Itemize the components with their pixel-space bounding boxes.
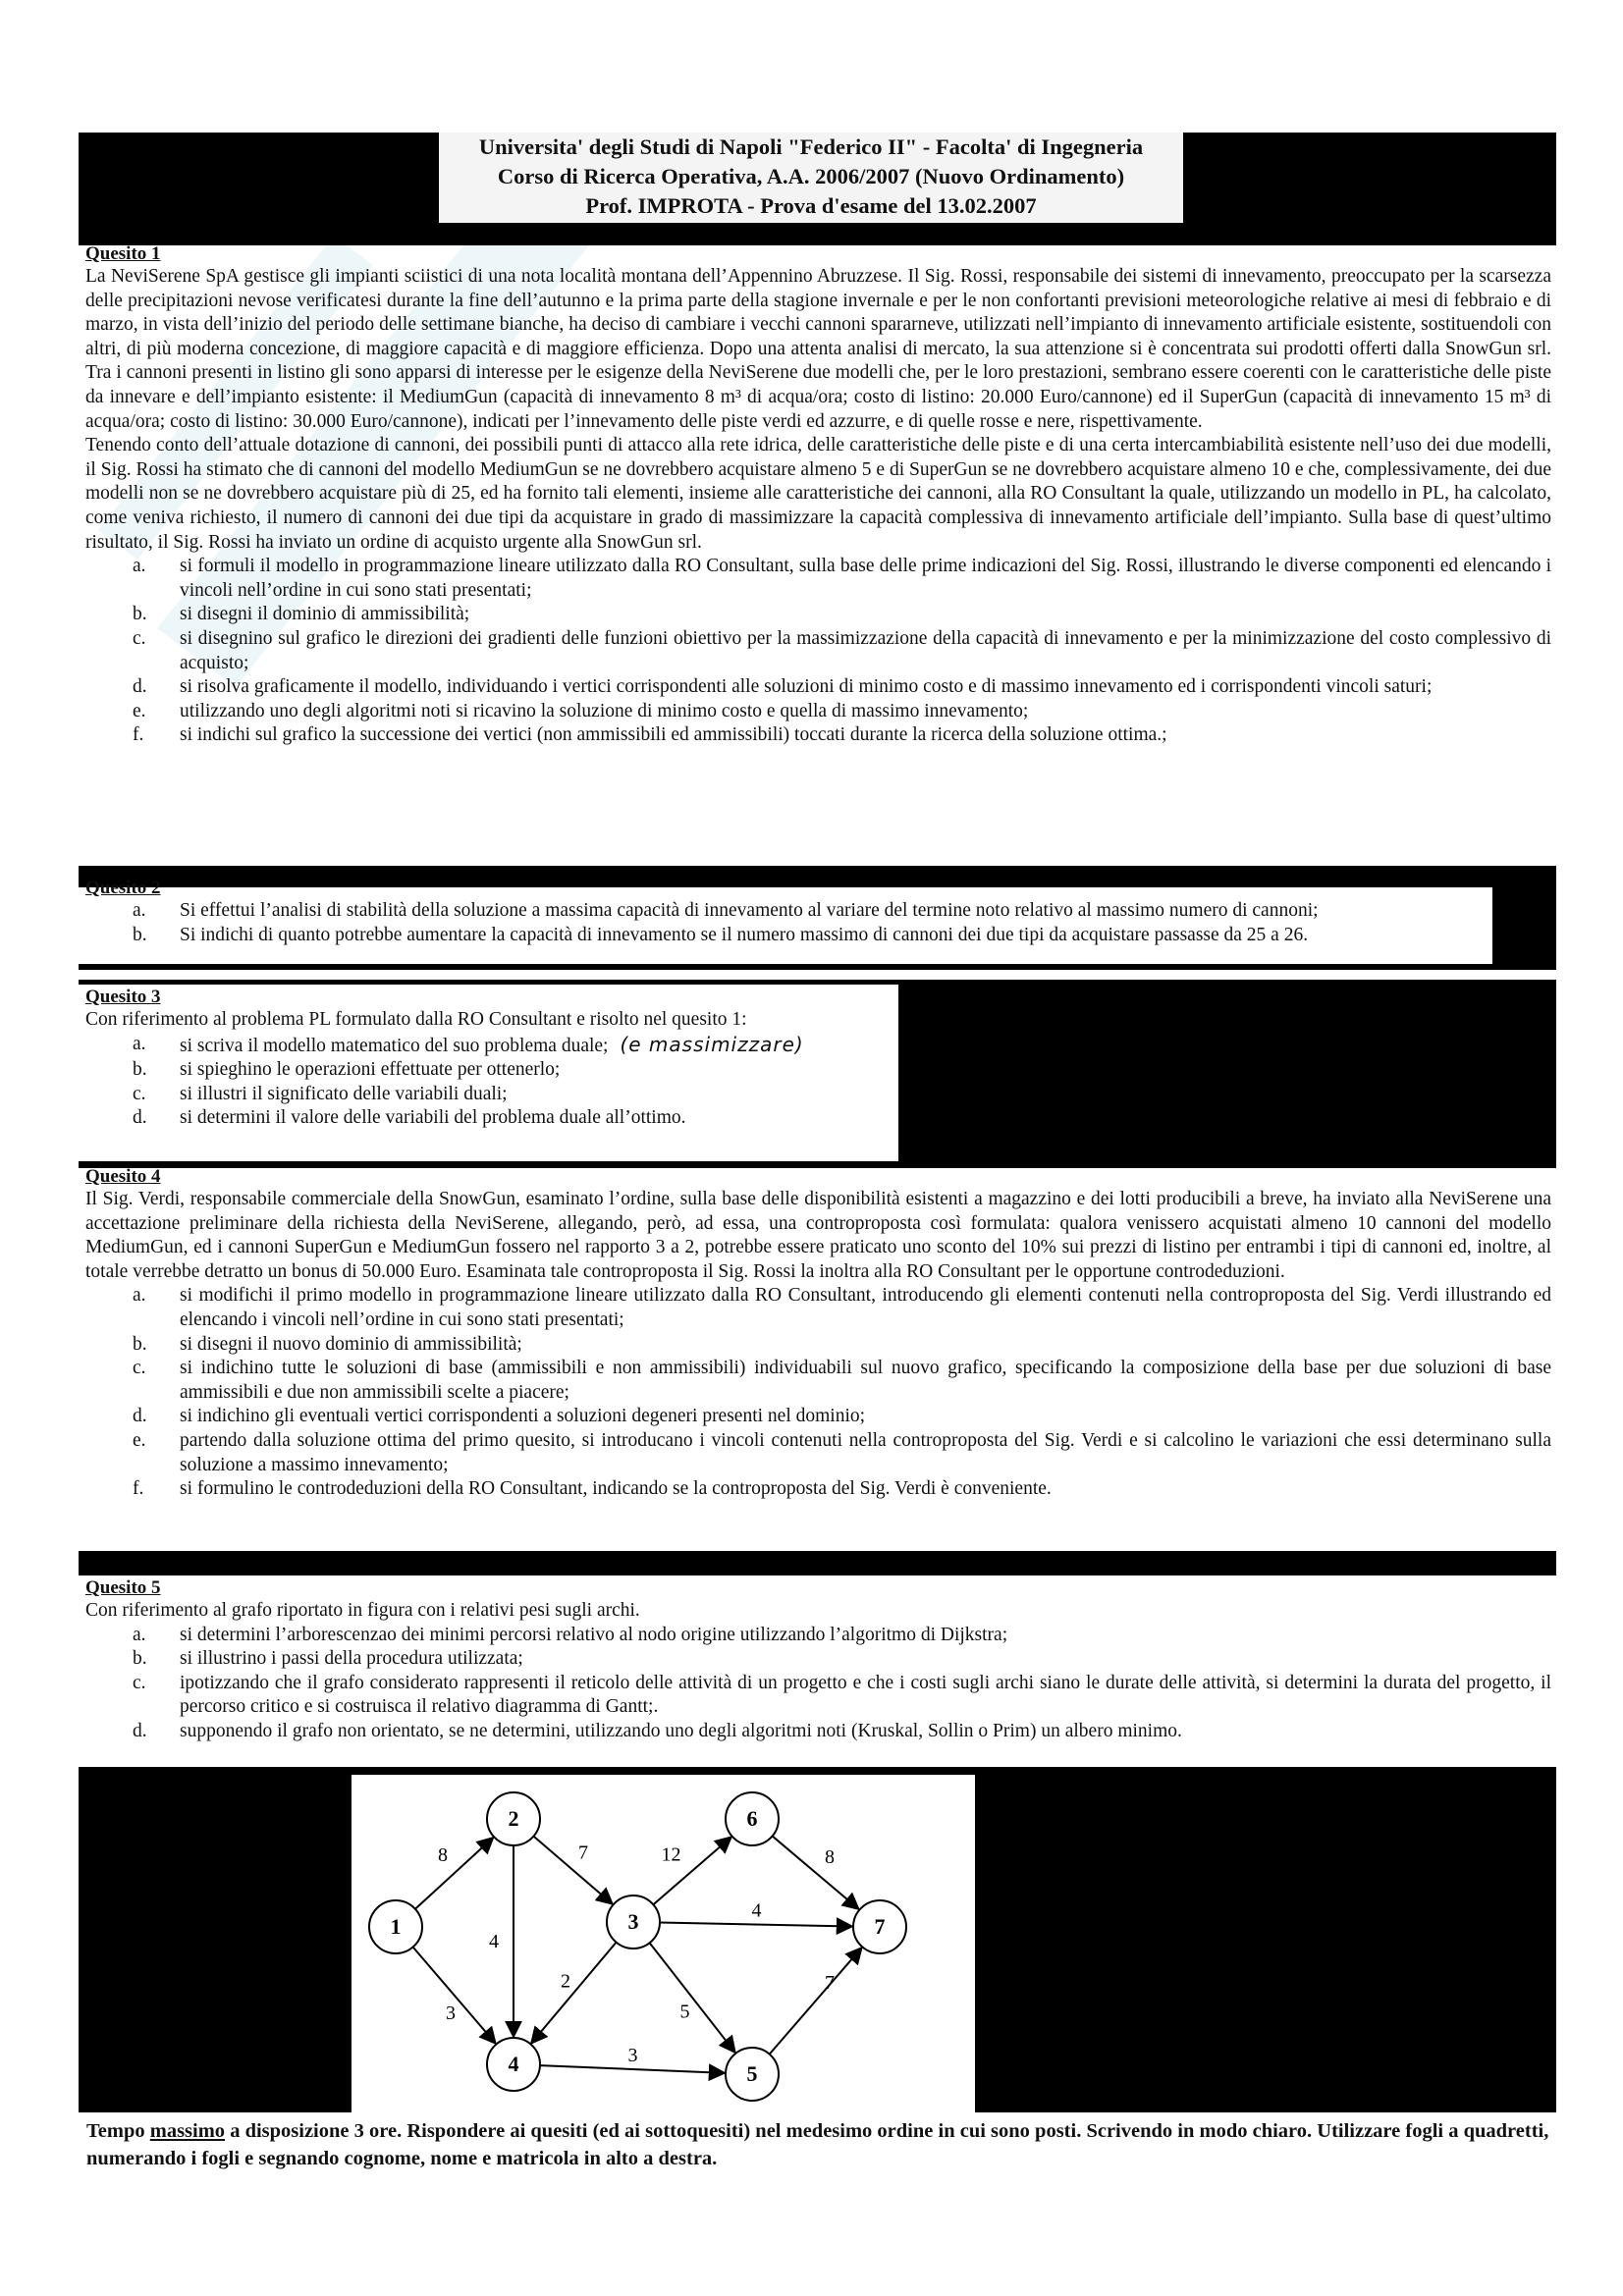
handwritten-note: (e massimizzare) [620, 1032, 804, 1056]
quesito-5 [85, 1577, 1551, 1744]
quesito-4-list [85, 1284, 1551, 1501]
quesito-1-body: La NeviSerene SpA gestisce gli impianti sciistici di una nota località montana dell’Appennino Abruzzese. Il Sig. Rossi, responsabile dei sistemi di innevamento, preoccupato per la scarsezza delle precipitazioni nevose verificatesi durante la fine dell’autunno e la prima parte della stagione invernale e per le non confortanti previsioni meteorologiche relative ai mesi di febbraio e di marzo, in vista dell’inizio del periodo delle settimane bianche, ha deciso di cambiare i vecchi cannoni spararneve, utilizzati nell’impianto di innevamento artificiale esistente, sostituendoli con altri, di più moderna concezione, di maggiore capacità e di maggiore efficienza. Dopo una attenta analisi di mercato, la sua attenzione si è concentrata sui prodotti offerti dalla SnowGun srl. Tra i cannoni presenti in listino gli sono apparsi di interesse per le esigenze della NeviSerene due modelli che, per le loro prestazioni, sembrano essere coerenti con le caratteristiche delle piste da innevare e dell’impianto esistente: il MediumGun (capacità di innevamento 8 m³ di acqua/ora; costo di listino: 20.000 Euro/cannone) ed il SuperGun (capacità di innevamento 15 m³ di acqua/ora; costo di listino: 30.000 Euro/cannone), indicati per l’innevamento delle piste verdi ed azzurre, e di quelle rosse e nere, rispettivamente. [85, 266, 1551, 432]
quesito-3-title: Quesito 3 [85, 987, 161, 1007]
graph-edge-4-5 [540, 2065, 725, 2073]
list-item: a. si formuli il modello in programmazione lineare utilizzato dalla RO Consultant, sulla base delle prime indicazioni del Sig. Rossi, illustrando le diverse componenti ed elencando i vincoli nell’ordine in cui sono stati presentati; [133, 556, 1551, 601]
graph-edge-3-5 [650, 1943, 735, 2053]
list-item: b. si disegni il dominio di ammissibilità; [133, 604, 470, 625]
quesito-4 [85, 1166, 1551, 1502]
graph-node-label: 2 [508, 1806, 519, 1831]
header-university: Universita' degli Studi di Napoli "Federico II" - Facolta' di Ingegneria [478, 134, 1144, 159]
quesito-5-list [85, 1624, 1551, 1744]
edge-weight-label: 8 [825, 1846, 835, 1868]
exam-header [439, 133, 1183, 223]
graph-node-label: 3 [627, 1909, 639, 1934]
list-item: a. si scriva il modello matematico del suo problema duale; (e massimizzare) [133, 1032, 804, 1056]
list-item: d. si risolva graficamente il modello, individuando i vertici corrispondenti alle soluzioni di minimo costo e di massimo innevamento ed i corrispondenti vincoli saturi; [133, 676, 1433, 698]
graph-figure [352, 1775, 975, 2118]
list-item: c. si indichino tutte le soluzioni di base (ammissibili e non ammissibili) individuabili sul nuovo grafico, specificando la composizione della base per due soluzioni di base ammissibili e due non ammissibili scelte a piacere; [133, 1358, 1551, 1403]
edge-weight-label: 2 [561, 1970, 570, 1993]
edge-weight-label: 7 [578, 1842, 588, 1864]
quesito-2 [85, 878, 1489, 947]
graph-edge-3-4 [531, 1943, 617, 2044]
edge-weight-label: 5 [679, 2001, 690, 2023]
list-item: e. utilizzando uno degli algoritmi noti si ricavino la soluzione di minimo costo e quella di massimo innevamento; [133, 700, 1029, 721]
list-item: f. si formulino le controdeduzioni della RO Consultant, indicando se la controproposta del Sig. Verdi è conveniente. [133, 1478, 1052, 1500]
list-item: b. Si indichi di quanto potrebbe aumentare la capacità di innevamento se il numero massimo di cannoni dei due tipi da acquistare passasse da 25 a 26. [133, 924, 1309, 945]
list-item: a. Si effettui l’analisi di stabilità della soluzione a massima capacità di innevamento al variare del termine noto relativo al massimo numero di cannoni; [133, 900, 1319, 921]
quesito-1-list [85, 555, 1551, 748]
exam-instructions [86, 2117, 1549, 2172]
list-item: d. supponendo il grafo non orientato, se ne determini, utilizzando uno degli algoritmi noti (Kruskal, Sollin o Prim) un albero minimo. [133, 1720, 1182, 1741]
footer-text-end: a disposizione 3 ore. Rispondere ai quesiti (ed ai sottoquesiti) nel medesimo ordine in cui sono posti. Scrivendo in modo chiaro. Utilizzare fogli a quadretti, numerando i fogli e segnando cognome, nome e matricola in alto a destra. [86, 2120, 1549, 2169]
list-item: e. partendo dalla soluzione ottima del primo quesito, si introducano i vincoli contenuti nella controproposta del Sig. Verdi e si calcolino le variazioni che essi determinano sulla soluzione a massimo innevamento; [133, 1429, 1551, 1475]
list-item: c. ipotizzando che il grafo considerato rappresenti il reticolo delle attività di un progetto e che i costi sugli archi siano le durate delle attività, si determini la durata del progetto, il percorso critico e si costruisca il relativo diagramma di Gantt;. [133, 1672, 1551, 1718]
edge-weight-label: 8 [438, 1844, 448, 1866]
quesito-1-title: Quesito 1 [85, 243, 161, 264]
edge-weight-label: 3 [446, 2002, 456, 2024]
footer-text-start: Tempo [86, 2120, 150, 2142]
edge-weight-label: 7 [825, 1972, 835, 1994]
graph-node-label: 1 [390, 1914, 402, 1939]
list-item: a. si modifichi il primo modello in programmazione lineare utilizzato dalla RO Consultant, introducendo gli elementi contenuti nella controproposta del Sig. Verdi illustrando ed elencando i vincoli nell’ordine in cui sono stati presentati; [133, 1285, 1551, 1330]
graph-node-label: 7 [874, 1914, 886, 1939]
list-item: c. si disegnino sul grafico le direzioni dei gradienti delle funzioni obiettivo per la massimizzazione della capacità di innevamento e per la minimizzazione del costo complessivo di acquisto; [133, 627, 1551, 673]
q5-band [79, 1551, 1556, 1575]
list-item: d. si indichino gli eventuali vertici corrispondenti a soluzioni degeneri presenti nel dominio; [133, 1406, 866, 1427]
edge-weight-label: 4 [751, 1899, 762, 1922]
list-item: b. si illustrino i passi della procedura utilizzata; [133, 1648, 523, 1670]
quesito-2-title: Quesito 2 [85, 878, 161, 898]
quesito-4-body: Il Sig. Verdi, responsabile commerciale della SnowGun, esaminato l’ordine, sulla base delle disponibilità esistenti a magazzino e dei lotti producibili a breve, ha inviato alla NeviSerene una accettazione preliminare della richiesta della NeviSerene, allegando, però, ad essa, una controproposta così formulata: qualora venissero acquistati almeno 10 cannoni del modello MediumGun, ed i cannoni SuperGun e MediumGun fossero nel rapporto 3 a 2, potrebbe essere praticato uno sconto del 10% sui prezzi di listino per entrambi i tipi di cannoni ed, inoltre, al totale verrebbe detratto un bonus di 50.000 Euro. Esaminata tale controproposta il Sig. Rossi la inoltra alla RO Consultant per le opportune controdeduzioni. [85, 1189, 1551, 1282]
quesito-3 [85, 987, 895, 1131]
header-exam-date: Prof. IMPROTA - Prova d'esame del 13.02.2007 [585, 193, 1037, 218]
edge-weight-label: 3 [627, 2045, 638, 2066]
quesito-3-list [85, 1033, 895, 1131]
graph-node-label: 6 [746, 1806, 758, 1831]
graph-edge-2-3 [533, 1837, 612, 1904]
list-item: b. si disegni il nuovo dominio di ammissibilità; [133, 1333, 522, 1355]
graph-edge-6-7 [773, 1836, 859, 1908]
graph-node-label: 5 [746, 2061, 758, 2086]
footer-underlined: massimo [149, 2120, 226, 2142]
list-item: b. si spieghino le operazioni effettuate per ottenerlo; [133, 1059, 561, 1081]
quesito-2-list [85, 899, 1489, 947]
graph-edge-3-7 [660, 1923, 852, 1927]
list-item: f. si indichi sul grafico la successione dei vertici (non ammissibili ed ammissibili) toccati durante la ricerca della soluzione ottima.; [133, 724, 1167, 746]
graph-edge-5-7 [770, 1948, 862, 2054]
graph-edge-1-4 [413, 1947, 496, 2043]
list-item: a. si determini l’arborescenzao dei minimi percorsi relativo al nodo origine utilizzando l’algoritmo di Dijkstra; [133, 1624, 1008, 1645]
list-item: d. si determini il valore delle variabili del problema duale all’ottimo. [133, 1107, 686, 1129]
quesito-3-body: Con riferimento al problema PL formulato dalla RO Consultant e risolto nel quesito 1: [85, 1009, 747, 1030]
quesito-4-title: Quesito 4 [85, 1166, 161, 1187]
list-item: c. si illustri il significato delle variabili duali; [133, 1083, 508, 1104]
graph-node-label: 4 [508, 2052, 519, 2076]
quesito-1-body-2: Tenendo conto dell’attuale dotazione di cannoni, dei possibili punti di attacco alla rete idrica, delle caratteristiche delle piste e di una certa intercambiabilità esistente nell’uso dei due modelli, il Sig. Rossi ha stimato che di cannoni del modello MediumGun se ne dovrebbero acquistare almeno 5 e di SuperGun se ne dovrebbero acquistare almeno 10 e che, complessivamente, dei due modelli non se ne dovrebbero acquistare più di 25, ed ha fornito tali elementi, insieme alle caratteristiche dei cannoni, alla RO Consultant la quale, utilizzando un modello in PL, ha calcolato, come veniva richiesto, il numero di cannoni dei due tipi da acquistare in grado di massimizzare la capacità complessiva di innevamento artificiale dell’impianto. Sulla base di quest’ultimo risultato, il Sig. Rossi ha inviato un ordine di acquisto urgente alla SnowGun srl. [85, 435, 1551, 553]
edge-weight-label: 4 [489, 1931, 499, 1952]
quesito-5-body: Con riferimento al grafo riportato in figura con i relativi pesi sugli archi. [85, 1600, 640, 1621]
quesito-5-title: Quesito 5 [85, 1577, 161, 1598]
edge-weight-label: 12 [661, 1843, 681, 1866]
quesito-1 [85, 243, 1551, 748]
graph-edge-1-2 [415, 1838, 493, 1909]
header-course: Corso di Ricerca Operativa, A.A. 2006/2007 (Nuovo Ordinamento) [497, 164, 1125, 188]
